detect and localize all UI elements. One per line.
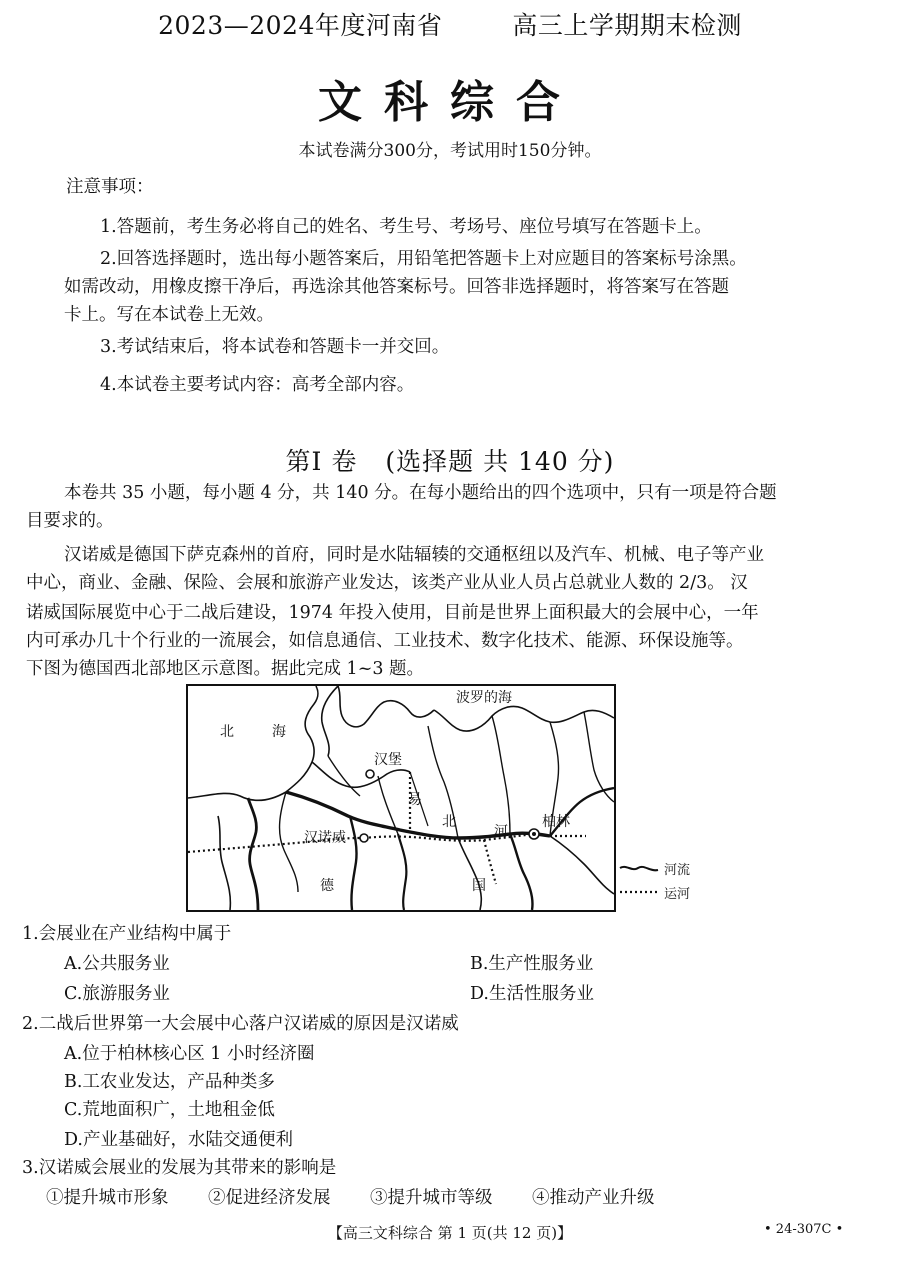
map-drawing: [188, 686, 614, 910]
germany-map: [186, 684, 616, 912]
option: ④推动产业升级: [532, 1188, 655, 1208]
map-label: 北: [442, 814, 456, 830]
map-label: 河: [494, 824, 508, 840]
map-label: 北: [220, 724, 234, 740]
notice-item: 4.本试卷主要考试内容：高考全部内容。: [100, 375, 415, 395]
notice-item: 3.考试结束后，将本试卷和答题卡一并交回。: [100, 337, 450, 357]
legend-river-label: 河流: [664, 863, 691, 878]
notice-item: 如需改动，用橡皮擦干净后，再选涂其他答案标号。回答非选择题时，将答案写在答题: [64, 277, 729, 297]
map-label: 波罗的海: [456, 690, 512, 706]
option: ③提升城市等级: [370, 1188, 493, 1208]
page-footer: 【高三文科综合 第 1 页(共 12 页)】: [327, 1224, 573, 1242]
option: C.旅游服务业: [64, 984, 170, 1004]
option: ①提升城市形象: [46, 1188, 169, 1208]
section-heading: [0, 442, 900, 478]
exam-header-right: 高三上学期期末检测: [512, 11, 742, 40]
hamburg-marker: [366, 770, 374, 778]
map-label: 汉诺威: [304, 830, 346, 846]
option: B.工农业发达，产品种类多: [64, 1072, 275, 1092]
option: D.产业基础好，水陆交通便利: [64, 1130, 293, 1150]
notice-item: 2.回答选择题时，选出每小题答案后，用铅笔把答题卡上对应题目的答案标号涂黑。: [100, 249, 747, 269]
hannover-marker: [360, 834, 368, 842]
passage-line: 诺威国际展览中心于二战后建设，1974 年投入使用，目前是世界上面积最大的会展中心，一年: [26, 603, 759, 623]
option: ②促进经济发展: [208, 1188, 331, 1208]
intro-line: 目要求的。: [26, 511, 114, 531]
notice-item: 卡上。写在本试卷上无效。: [64, 305, 274, 325]
page-title: 文科综合: [318, 77, 582, 128]
passage-line: 中心，商业、金融、保险、会展和旅游产业发达，该类产业从业人员占总就业人数的 2/3。 汉: [26, 573, 748, 593]
option: B.生产性服务业: [470, 954, 594, 974]
map-legend: [618, 858, 708, 908]
option: A.公共服务业: [64, 954, 170, 974]
option: C.荒地面积广，土地租金低: [64, 1100, 275, 1120]
intro-line: 本卷共 35 小题，每小题 4 分，共 140 分。在每小题给出的四个选项中，只有一项是符合题: [64, 483, 777, 503]
exam-header: [0, 6, 900, 42]
question-stem: 3.汉诺威会展业的发展为其带来的影响是: [22, 1158, 337, 1178]
option: A.位于柏林核心区 1 小时经济圈: [64, 1044, 315, 1064]
question-stem: 2.二战后世界第一大会展中心落户汉诺威的原因是汉诺威: [22, 1014, 459, 1034]
map-label: 国: [472, 878, 486, 894]
passage-line: 下图为德国西北部地区示意图。据此完成 1~3 题。: [26, 659, 425, 679]
notice-heading: 注意事项：: [66, 177, 154, 197]
map-label: 柏林: [542, 814, 570, 830]
exam-subtitle: 本试卷满分300分，考试用时150分钟。: [298, 141, 602, 161]
section-part: 第Ⅰ 卷: [285, 447, 358, 476]
section-desc: (选择题 共 140 分): [385, 447, 615, 476]
map-label: 德: [320, 878, 334, 894]
passage-line: 汉诺威是德国下萨克森州的首府，同时是水陆辐辏的交通枢纽以及汽车、机械、电子等产业: [64, 545, 764, 565]
option: D.生活性服务业: [470, 984, 594, 1004]
exam-code: • 24-307C •: [764, 1222, 844, 1237]
legend-river-symbol: [620, 867, 658, 870]
notice-item: 1.答题前，考生务必将自己的姓名、考生号、考场号、座位号填写在答题卡上。: [100, 217, 712, 237]
map-label: 汉堡: [374, 752, 402, 768]
exam-header-left: 2023—2024年度河南省: [158, 11, 443, 40]
legend-canal-label: 运河: [664, 887, 691, 902]
map-label: 易: [408, 792, 422, 808]
passage-line: 内可承办几十个行业的一流展会，如信息通信、工业技术、数字化技术、能源、环保设施等。: [26, 631, 744, 651]
question-stem: 1.会展业在产业结构中属于: [22, 924, 232, 944]
map-label: 海: [272, 724, 286, 740]
